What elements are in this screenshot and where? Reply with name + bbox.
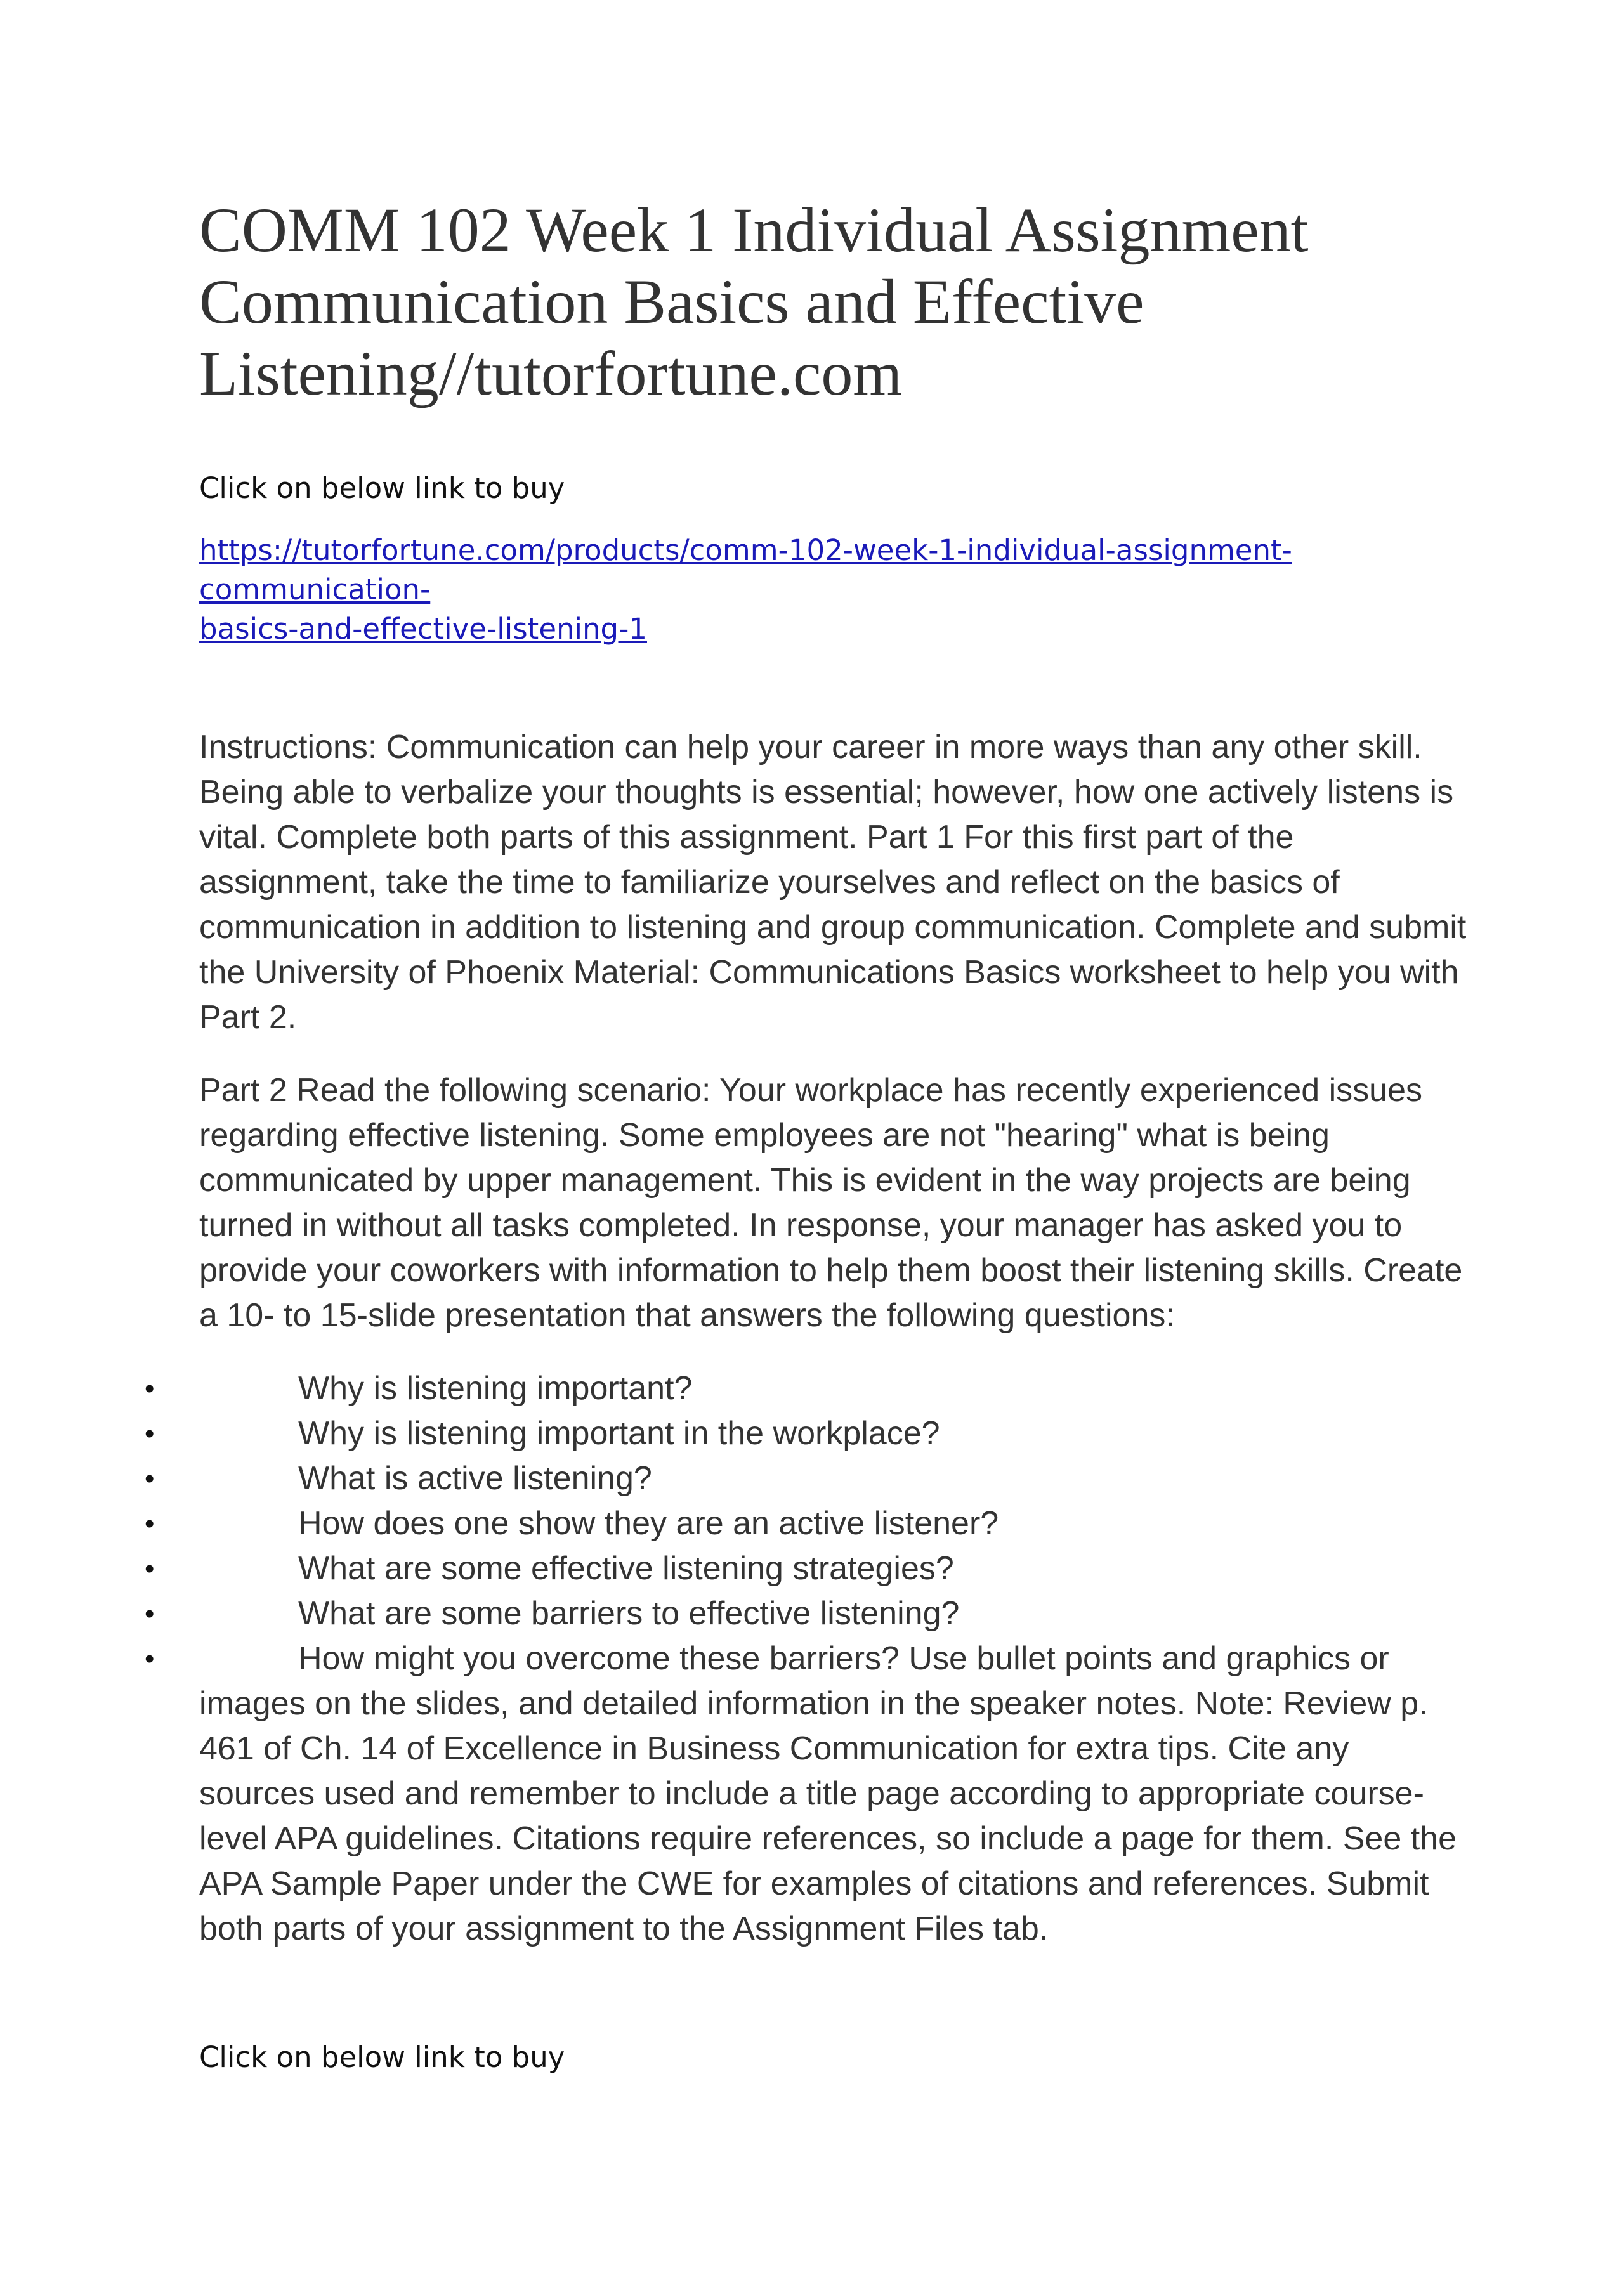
list-item — [145, 1546, 1468, 1591]
bullet-icon: • — [145, 1598, 155, 1629]
link-line: https://tutorfortune.com/products/comm-102-week-1-individual-assignment-communication- — [199, 533, 1292, 606]
product-link[interactable] — [199, 531, 1405, 649]
list-item — [145, 1591, 1468, 1636]
bullet-icon: • — [145, 1373, 155, 1404]
document-title — [199, 194, 1468, 409]
title-line: Listening//tutorfortune.com — [199, 338, 903, 408]
link-line: basics-and-effective-listening-1 — [199, 612, 647, 646]
question-text: How might you overcome these barriers? Use bullet points and graphics or images on the slides, and detailed information in the speaker notes. Note: Review p. 461 of Ch. 14 of Excellence in Business Communication for extra tips. Cite any sources used and remember to include a title page according to appropriate course-level APA guidelines. Citations require references, so include a page for them. See the APA Sample Paper under the CWE for examples of citations and references. Submit both parts of your assignment to the Assignment Files tab. — [199, 1640, 1457, 1947]
title-line: COMM 102 Week 1 Individual Assignment — [199, 195, 1309, 265]
bullet-icon: • — [145, 1508, 155, 1539]
buy-prompt-top: Click on below link to buy — [199, 471, 565, 505]
bullet-icon: • — [145, 1463, 155, 1494]
question-list — [145, 1366, 1468, 1952]
list-item — [145, 1366, 1468, 1411]
bullet-icon: • — [145, 1643, 155, 1674]
list-item — [145, 1501, 1468, 1546]
bullet-icon: • — [145, 1553, 155, 1584]
question-text: How does one show they are an active listener? — [298, 1505, 999, 1542]
question-text: What are some barriers to effective listening? — [298, 1595, 960, 1632]
buy-prompt-bottom: Click on below link to buy — [199, 2040, 565, 2074]
part-2-paragraph: Part 2 Read the following scenario: Your workplace has recently experienced issues regarding effective listening. Some employees are not "hearing" what is being communicated by upper management. This is evident in the way projects are being turned in without all tasks completed. In response, your manager has asked you to provide your coworkers with information to help them boost their listening skills. Create a 10- to 15-slide presentation that answers the following questions: — [199, 1072, 1463, 1334]
question-text: Why is listening important? — [298, 1370, 693, 1407]
list-item — [145, 1411, 1468, 1456]
question-text: What are some effective listening strategies? — [298, 1550, 954, 1587]
instructions-paragraph: Instructions: Communication can help your career in more ways than any other skill. Being able to verbalize your thoughts is essential; however, how one actively listens is vital. Complete both parts of this assignment. Part 1 For this first part of the assignment, take the time to familiarize yourselves and reflect on the basics of communication in addition to listening and group communication. Complete and submit the University of Phoenix Material: Communications Basics worksheet to help you with Part 2. — [199, 729, 1467, 1036]
title-line: Communication Basics and Effective — [199, 266, 1144, 337]
question-text: What is active listening? — [298, 1460, 652, 1497]
document-content — [145, 194, 1468, 2077]
question-text: Why is listening important in the workplace? — [298, 1415, 940, 1452]
list-item — [145, 1456, 1468, 1501]
bullet-icon: • — [145, 1418, 155, 1449]
list-item — [145, 1636, 1468, 1952]
